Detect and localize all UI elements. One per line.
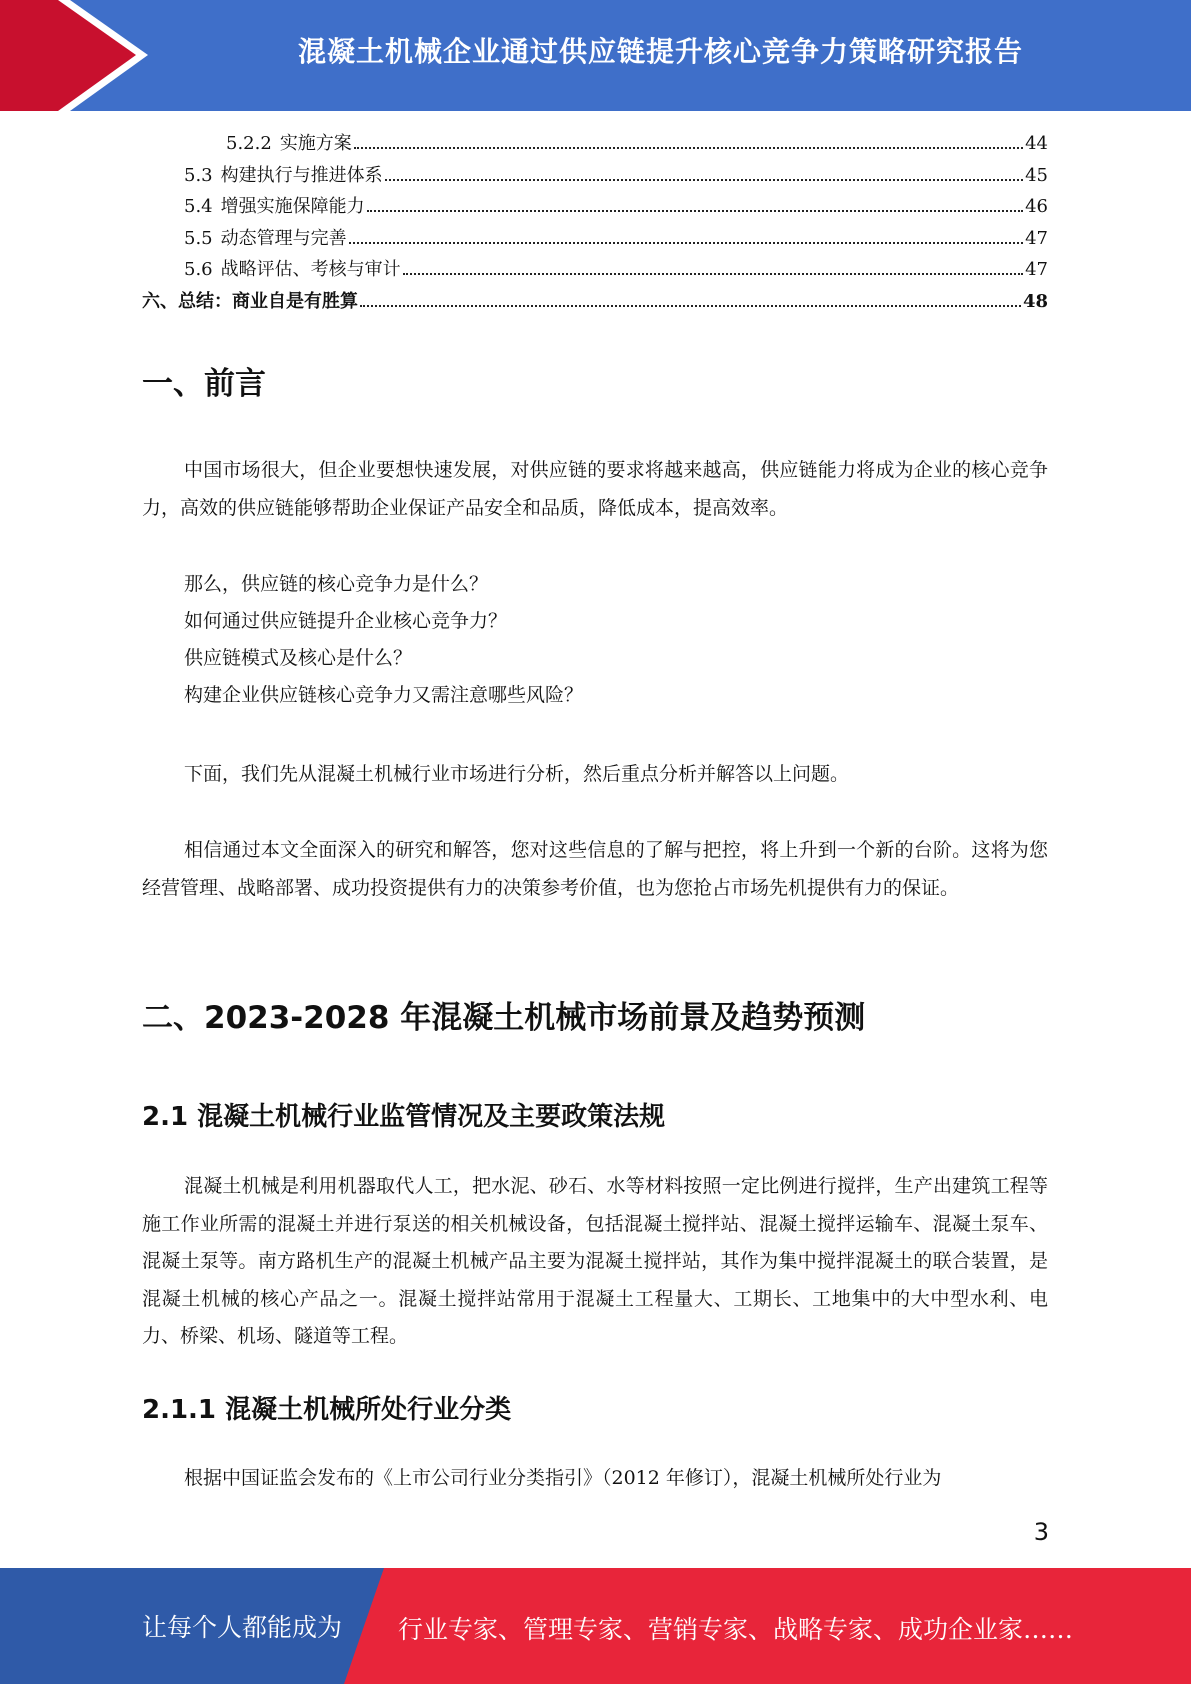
footer-slogan-right: 行业专家、管理专家、营销专家、战略专家、成功企业家…… [398,1615,1074,1644]
question-item: 如何通过供应链提升企业核心竞争力？ [184,610,508,632]
subsection-heading-classification: 2.1.1 混凝土机械所处行业分类 [142,1395,512,1425]
toc-label: 战略评估、考核与审计 [220,259,401,280]
toc-row[interactable] [142,160,1048,192]
preface-paragraph-1: 中国市场很大，但企业要想快速发展，对供应链的要求将越来越高，供应链能力将成为企业的核心竞争力，高效的供应链能够帮助企业保证产品安全和品质，降低成本，提高效率。 [142,459,1048,519]
toc-label: 动态管理与完善 [220,227,347,249]
toc-row[interactable] [142,128,1048,160]
toc-leader-dots [349,242,1023,244]
section-heading-market-forecast: 二、2023-2028 年混凝土机械市场前景及趋势预测 [142,1000,866,1036]
toc-page: 46 [1025,196,1048,217]
section-heading-preface: 一、前言 [142,366,266,402]
toc-label: 实施方案 [279,133,352,154]
question-item: 供应链模式及核心是什么？ [184,647,413,669]
page-number: 3 [1033,1518,1049,1546]
subsection-heading-regulation: 2.1 混凝土机械行业监管情况及主要政策法规 [142,1102,666,1132]
toc-row[interactable] [142,191,1048,223]
table-of-contents [142,128,1048,317]
toc-number: 5.3 [184,164,213,186]
toc-number: 5.2.2 [226,133,272,154]
toc-row[interactable] [142,223,1048,255]
question-item: 构建企业供应链核心竞争力又需注意哪些风险？ [184,684,584,706]
toc-page: 47 [1025,227,1048,249]
toc-page: 45 [1025,164,1048,186]
toc-page: 44 [1025,133,1048,154]
toc-leader-dots [354,147,1023,149]
toc-leader-dots [403,273,1023,275]
toc-number: 5.6 [184,259,213,280]
regulation-paragraph: 混凝土机械是利用机器取代人工，把水泥、砂石、水等材料按照一定比例进行搅拌，生产出建筑工程等施工作业所需的混凝土并进行泵送的相关机械设备，包括混凝土搅拌站、混凝土搅拌运输车、混凝土泵车、混凝土泵等。南方路机生产的混凝土机械产品主要为混凝土搅拌站，其作为集中搅拌混凝土的联合装置，是混凝土机械的核心产品之一。混凝土搅拌站常用于混凝土工程量大、工期长、工地集中的大中型水利、电力、桥梁、机场、隧道等工程。 [142,1175,1048,1347]
classification-paragraph: 根据中国证监会发布的《上市公司行业分类指引》（2012 年修订），混凝土机械所处行业为 [184,1467,942,1489]
toc-leader-dots [367,210,1023,212]
toc-leader-dots [360,305,1021,307]
page-footer [0,1568,1191,1684]
footer-slogan-left: 让每个人都能成为 [142,1613,343,1642]
toc-label: 六、总结：商业自是有胜算 [142,290,358,312]
page-header [0,0,1191,111]
preface-paragraph-3: 相信通过本文全面深入的研究和解答，您对这些信息的了解与把控，将上升到一个新的台阶。这将为您经营管理、战略部署、成功投资提供有力的决策参考价值，也为您抢占市场先机提供有力的保证。 [142,839,1048,899]
toc-label: 构建执行与推进体系 [220,164,383,186]
question-item: 那么，供应链的核心竞争力是什么？ [184,573,489,595]
toc-row[interactable] [142,286,1048,318]
toc-leader-dots [385,179,1023,181]
toc-number: 5.5 [184,227,213,249]
preface-paragraph-2: 下面，我们先从混凝土机械行业市场进行分析，然后重点分析并解答以上问题。 [184,763,850,785]
toc-page: 48 [1022,290,1048,312]
header-title: 混凝土机械企业通过供应链提升核心竞争力策略研究报告 [297,35,1023,68]
toc-row[interactable] [142,254,1048,286]
toc-page: 47 [1025,259,1048,280]
toc-label: 增强实施保障能力 [220,196,365,217]
toc-number: 5.4 [184,196,213,217]
